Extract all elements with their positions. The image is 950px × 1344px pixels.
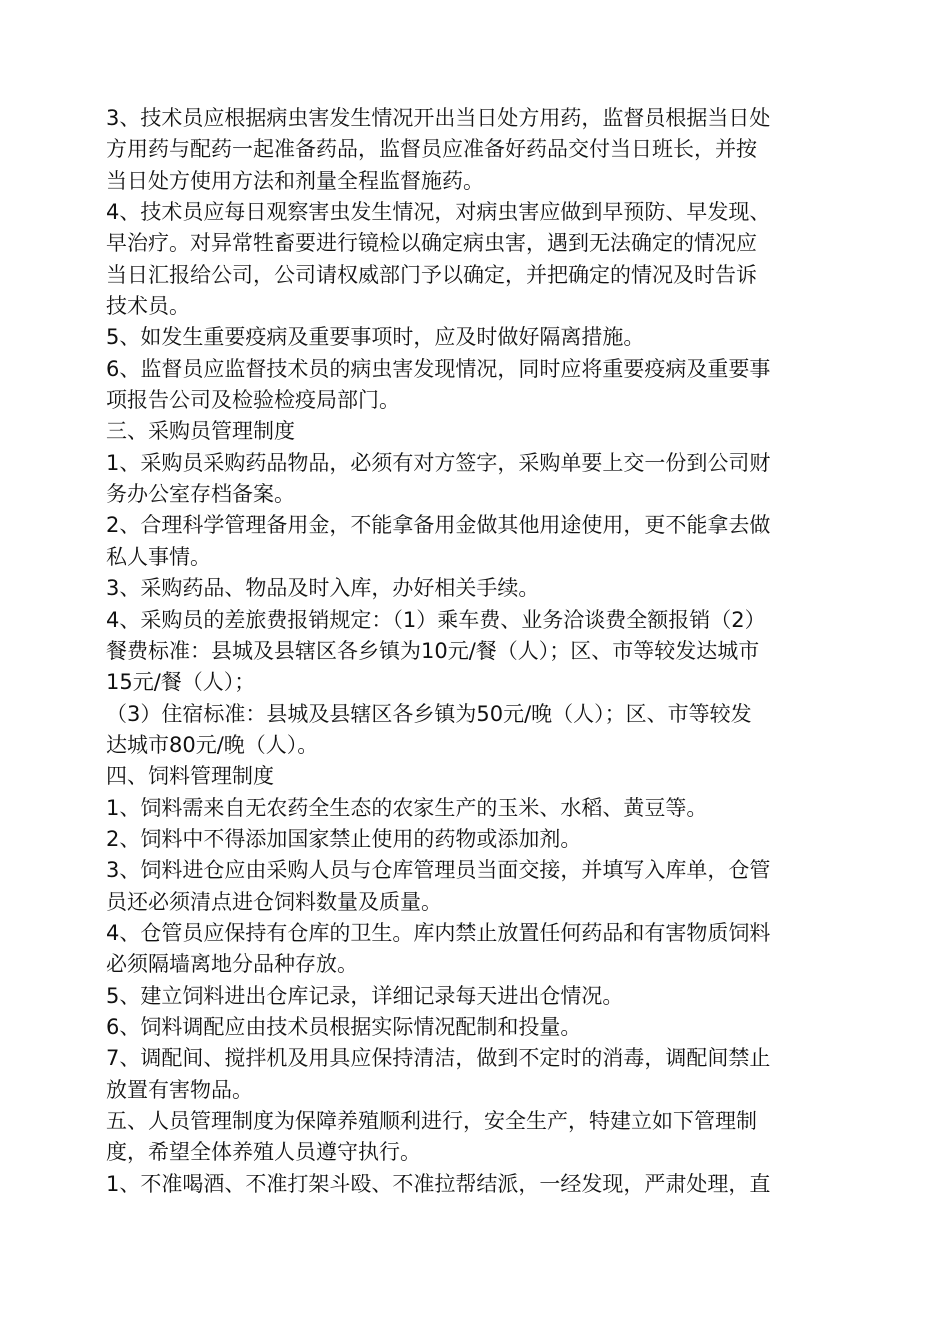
text-line: 5、如发生重要疫病及重要事项时，应及时做好隔离措施。 bbox=[106, 325, 645, 350]
text-line: 1、采购员采购药品物品，必须有对方签字，采购单要上交一份到公司财 bbox=[106, 450, 771, 475]
text-line: 私人事情。 bbox=[106, 544, 211, 569]
text-line: 放置有害物品。 bbox=[106, 1077, 253, 1102]
text-line: （3）住宿标准：县城及县辖区各乡镇为50元/晚（人）；区、市等较发 bbox=[106, 701, 752, 726]
text-line: 务办公室存档备案。 bbox=[106, 482, 295, 507]
text-line: 当日处方使用方法和剂量全程监督施药。 bbox=[106, 168, 484, 193]
text-line: 度，希望全体养殖人员遵守执行。 bbox=[106, 1140, 421, 1165]
text-line: 早治疗。对异常牲畜要进行镜检以确定病虫害，遇到无法确定的情况应 bbox=[106, 231, 757, 256]
text-line: 员还必须清点进仓饲料数量及质量。 bbox=[106, 889, 442, 914]
text-line: 必须隔墙离地分品种存放。 bbox=[106, 952, 358, 977]
text-line: 7、调配间、搅拌机及用具应保持清洁，做到不定时的消毒，调配间禁止 bbox=[106, 1046, 771, 1071]
text-line: 达城市80元/晚（人）。 bbox=[106, 732, 319, 757]
section-heading: 三、采购员管理制度 bbox=[106, 419, 295, 444]
text-line: 4、仓管员应保持有仓库的卫生。库内禁止放置任何药品和有害物质饲料 bbox=[106, 920, 771, 945]
text-line: 6、监督员应监督技术员的病虫害发现情况，同时应将重要疫病及重要事 bbox=[106, 356, 771, 381]
text-line: 2、合理科学管理备用金，不能拿备用金做其他用途使用，更不能拿去做 bbox=[106, 513, 771, 538]
text-line: 当日汇报给公司，公司请权威部门予以确定，并把确定的情况及时告诉 bbox=[106, 262, 757, 287]
section-heading: 五、人员管理制度为保障养殖顺利进行，安全生产，特建立如下管理制 bbox=[106, 1109, 757, 1133]
text-line: 3、技术员应根据病虫害发生情况开出当日处方用药，监督员根据当日处 bbox=[106, 106, 771, 130]
text-line: 2、饲料中不得添加国家禁止使用的药物或添加剂。 bbox=[106, 826, 582, 851]
text-line: 方用药与配药一起准备药品，监督员应准备好药品交付当日班长，并按 bbox=[106, 137, 757, 162]
text-line: 1、不准喝酒、不准打架斗殴、不准拉帮结派，一经发现，严肃处理，直 bbox=[106, 1171, 771, 1196]
text-line: 15元/餐（人）； bbox=[106, 670, 256, 695]
document-page bbox=[106, 103, 846, 1200]
text-line: 餐费标准：县城及县辖区各乡镇为10元/餐（人）；区、市等较发达城市 bbox=[106, 638, 760, 663]
text-line: 3、采购药品、物品及时入库，办好相关手续。 bbox=[106, 576, 540, 601]
text-line: 4、采购员的差旅费报销规定：（1）乘车费、业务洽谈费全额报销（2） bbox=[106, 607, 766, 632]
text-line: 1、饲料需来自无农药全生态的农家生产的玉米、水稻、黄豆等。 bbox=[106, 795, 708, 820]
text-line: 技术员。 bbox=[106, 294, 190, 319]
text-line: 4、技术员应每日观察害虫发生情况，对病虫害应做到早预防、早发现、 bbox=[106, 200, 771, 225]
text-line: 3、饲料进仓应由采购人员与仓库管理员当面交接，并填写入库单，仓管 bbox=[106, 858, 771, 883]
section-heading: 四、饲料管理制度 bbox=[106, 764, 274, 789]
text-line: 项报告公司及检验检疫局部门。 bbox=[106, 388, 400, 413]
text-line: 5、建立饲料进出仓库记录，详细记录每天进出仓情况。 bbox=[106, 983, 624, 1008]
text-line: 6、饲料调配应由技术员根据实际情况配制和投量。 bbox=[106, 1014, 582, 1039]
